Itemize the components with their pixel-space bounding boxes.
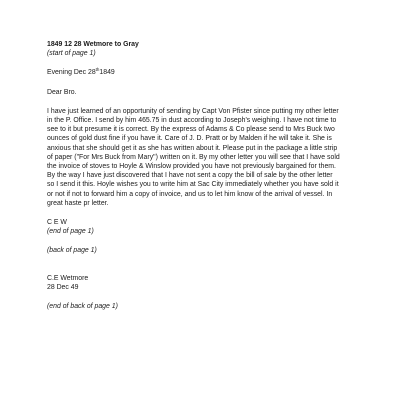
letter-date (47, 68, 377, 77)
letter-transcription (47, 40, 377, 311)
body-line: great haste pr letter. (47, 199, 109, 207)
back-name: C.E Wetmore (47, 274, 89, 282)
body-line: I have just learned of an opportunity of sending by Capt Von Pfister since putting my other letter (47, 107, 339, 115)
start-of-page-note: (start of page 1) (47, 50, 96, 58)
date-prefix: Evening Dec 28 (47, 69, 96, 77)
body-line: of paper ("For Mrs Buck from Mary") written on it. By my other letter you will see that I have sold (47, 153, 340, 161)
document-title: 1849 12 28 Wetmore to Gray (47, 41, 139, 48)
end-of-back-note: (end of back of page 1) (47, 303, 118, 311)
body-line: see to it but presume it is correct. By the express of Adams & Co please send to Mrs Buck two (47, 126, 335, 134)
body-line: the invoice of stoves to Hoyle & Winslow provided you have not previously bargained for them. (47, 163, 336, 171)
back-of-page-note: (back of page 1) (47, 247, 97, 255)
letter-body (47, 107, 377, 208)
back-date: 28 Dec 49 (47, 283, 79, 291)
body-line: in the P. Office. I send by him 465.75 in dust according to Joseph's weighing. I have not time to (47, 117, 337, 125)
date-superscript: th (95, 67, 100, 73)
body-line: or not if not to forward him a copy of invoice, and us to let him know of the arrival of vessel. In (47, 190, 333, 198)
body-line: ounces of gold dust fine if you have it. Care of J. D. Pratt or by Malden if he will take it. She is (47, 135, 332, 143)
signature: C E W (47, 219, 67, 227)
date-year: 1849 (99, 69, 115, 77)
body-line: anxious that she should get it as she has written about it. Please put in the package a little strip (47, 144, 338, 152)
salutation: Dear Bro. (47, 88, 77, 96)
body-line: By the way I have just discovered that I have not sent a copy the bill of sale by the other letter (47, 172, 333, 180)
end-of-page-note: (end of page 1) (47, 228, 94, 236)
body-line: so I send it this. Hoyle wishes you to write him at Sac City immediately whether you have sold it (47, 181, 339, 189)
